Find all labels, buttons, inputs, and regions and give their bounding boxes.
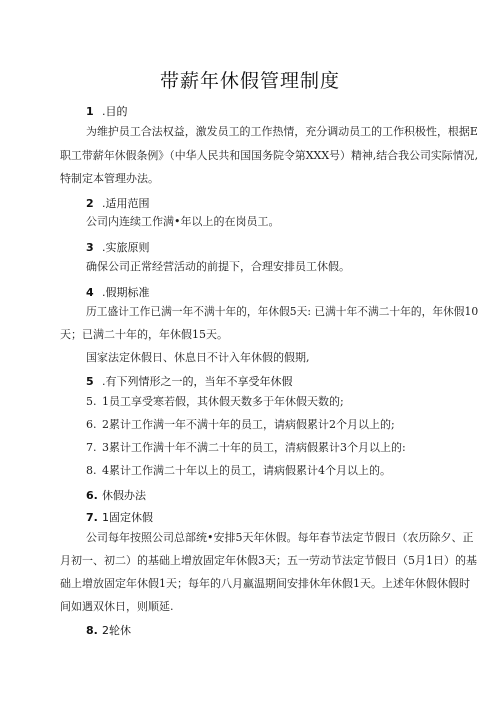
paragraph-line: 础上增放固定年休假1天；每年的八月羸温期间安排休年休假1天。上述年休假休假时 [60, 577, 470, 590]
section-number: 7. [86, 511, 98, 524]
list-item [86, 464, 391, 478]
section-heading-leave-method [86, 487, 146, 503]
section-heading-scope [86, 195, 150, 211]
section-title: 1固定休假 [102, 511, 153, 524]
paragraph-line: 特制定本管理办法。 [60, 172, 159, 185]
list-text: 4累计工作满二十年以上的员工，请病假累计4个月以上的。 [102, 464, 391, 477]
paragraph-line: 天；已满二十年的，年休假15天。 [60, 328, 228, 341]
section-title: .实旅原则 [102, 241, 150, 254]
list-item [86, 395, 344, 409]
section-number: 2 [86, 197, 94, 210]
list-number: 5. [86, 395, 97, 408]
list-number: 6. [86, 418, 97, 431]
section-heading-principle [86, 239, 150, 255]
section-title: .有下列情形之一的，当年不享受年休假 [102, 375, 293, 388]
section-number: 1 [86, 105, 94, 118]
section-heading-standard [86, 284, 150, 300]
paragraph-line: 公司每年按照公司总部统•安排5天年休假。每年春节法定节假日（农历除夕、正 [86, 531, 474, 544]
section-heading-exclusions [86, 373, 293, 389]
paragraph-line: 月初一、初二）的基础上增放固定年休假3天；五一劳动节法定节假日（5月1日）的基 [60, 554, 477, 567]
paragraph-line: 职工带薪年休假条例》（中华人民共和国国务院令第XXX号）精神,结合我公司实际情况, [60, 149, 479, 162]
section-heading-rotation [86, 622, 131, 638]
section-number: 6. [86, 489, 98, 502]
list-text: 3累计工作满十年不满二十年的员工，清病假累计3个月以上的: [102, 441, 406, 454]
paragraph-line: 确保公司正常经营活动的前提下，合理安排员工休假。 [86, 260, 350, 273]
list-number: 8. [86, 464, 97, 477]
paragraph-line: 为维护员工合法权益，激发员工的工作热情，充分调动员工的工作积极性，根据E [86, 125, 478, 138]
paragraph-line: 国家法定休假日、休息日不计入年休假的假期, [86, 351, 310, 364]
section-title: .目的 [102, 105, 128, 118]
section-title: 休假办法 [102, 489, 146, 502]
paragraph-line: 公司内连续工作满•年以上的在岗员工。 [86, 215, 280, 228]
list-item [86, 418, 395, 432]
list-item [86, 441, 406, 455]
section-number: 5 [86, 375, 94, 388]
section-number: 4 [86, 286, 94, 299]
section-title: 2轮休 [102, 624, 131, 637]
list-number: 7. [86, 441, 97, 454]
section-heading-purpose [86, 103, 128, 119]
section-number: 8. [86, 624, 98, 637]
section-number: 3 [86, 241, 94, 254]
section-title: .假期标准 [102, 286, 150, 299]
paragraph-line: 间如遇双休日，则顺延. [60, 600, 174, 613]
paragraph-line: 历工盛计工作已满一年不满十年的，年休假5天: 已满十年不满二十年的，年休假10 [86, 305, 479, 318]
list-text: 2累计工作满一年不满十年的员工，请病假累计2个月以上的; [102, 418, 395, 431]
document-title: 带薪年休假管理制度 [159, 70, 340, 92]
section-heading-fixed-leave [86, 509, 153, 525]
list-text: 1员工享受寒若假，其休假天数多于年休假天数的; [102, 395, 344, 408]
section-title: .适用范围 [102, 197, 150, 210]
